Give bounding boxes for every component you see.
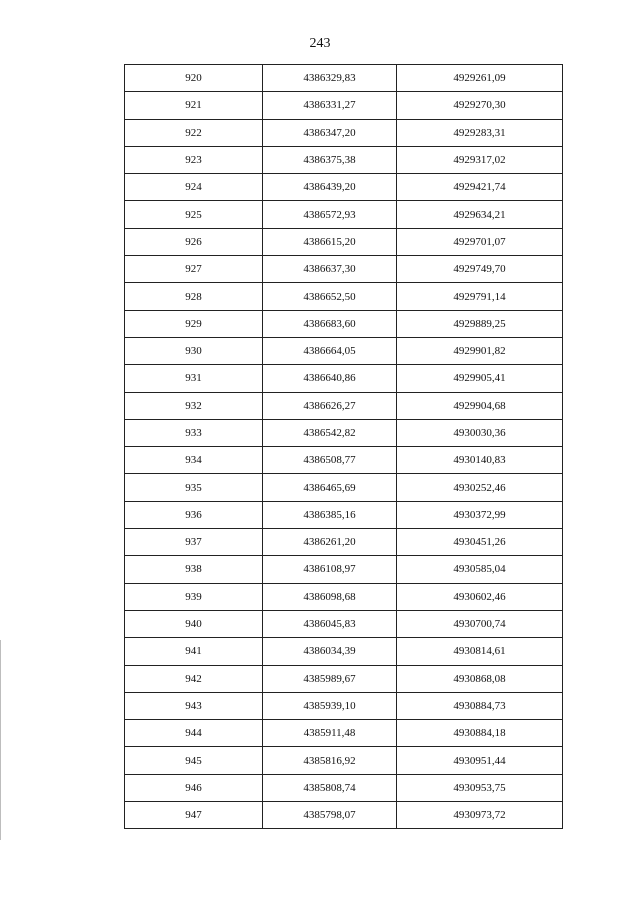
point-number-cell: 920 — [125, 65, 263, 92]
point-number-cell: 938 — [125, 556, 263, 583]
table-row — [125, 529, 563, 556]
y-coordinate-cell: 4929317,02 — [397, 146, 563, 173]
table-row — [125, 310, 563, 337]
point-number-cell: 942 — [125, 665, 263, 692]
point-number-cell: 943 — [125, 692, 263, 719]
table-row — [125, 638, 563, 665]
y-coordinate-cell: 4930372,99 — [397, 501, 563, 528]
x-coordinate-cell: 4386683,60 — [263, 310, 397, 337]
point-number-cell: 921 — [125, 92, 263, 119]
point-number-cell: 947 — [125, 802, 263, 829]
x-coordinate-cell: 4386329,83 — [263, 65, 397, 92]
table-row — [125, 365, 563, 392]
y-coordinate-cell: 4929701,07 — [397, 228, 563, 255]
x-coordinate-cell: 4385808,74 — [263, 774, 397, 801]
x-coordinate-cell: 4386572,93 — [263, 201, 397, 228]
table-row — [125, 92, 563, 119]
table-row — [125, 802, 563, 829]
x-coordinate-cell: 4386615,20 — [263, 228, 397, 255]
point-number-cell: 922 — [125, 119, 263, 146]
table-row — [125, 419, 563, 446]
y-coordinate-cell: 4930252,46 — [397, 474, 563, 501]
x-coordinate-cell: 4386034,39 — [263, 638, 397, 665]
point-number-cell: 944 — [125, 720, 263, 747]
table-row — [125, 65, 563, 92]
point-number-cell: 935 — [125, 474, 263, 501]
x-coordinate-cell: 4386542,82 — [263, 419, 397, 446]
point-number-cell: 946 — [125, 774, 263, 801]
point-number-cell: 923 — [125, 146, 263, 173]
point-number-cell: 932 — [125, 392, 263, 419]
page-number: 243 — [309, 36, 331, 51]
x-coordinate-cell: 4386652,50 — [263, 283, 397, 310]
table-row — [125, 228, 563, 255]
x-coordinate-cell: 4386385,16 — [263, 501, 397, 528]
point-number-cell: 926 — [125, 228, 263, 255]
y-coordinate-cell: 4930140,83 — [397, 447, 563, 474]
point-number-cell: 931 — [125, 365, 263, 392]
y-coordinate-cell: 4929791,14 — [397, 283, 563, 310]
y-coordinate-cell: 4929904,68 — [397, 392, 563, 419]
point-number-cell: 930 — [125, 337, 263, 364]
point-number-cell: 940 — [125, 610, 263, 637]
table-row — [125, 720, 563, 747]
y-coordinate-cell: 4930953,75 — [397, 774, 563, 801]
point-number-cell: 937 — [125, 529, 263, 556]
y-coordinate-cell: 4929889,25 — [397, 310, 563, 337]
x-coordinate-cell: 4385989,67 — [263, 665, 397, 692]
table-row — [125, 665, 563, 692]
y-coordinate-cell: 4929749,70 — [397, 256, 563, 283]
y-coordinate-cell: 4930451,26 — [397, 529, 563, 556]
x-coordinate-cell: 4386640,86 — [263, 365, 397, 392]
x-coordinate-cell: 4386347,20 — [263, 119, 397, 146]
x-coordinate-cell: 4386331,27 — [263, 92, 397, 119]
table-row — [125, 119, 563, 146]
y-coordinate-cell: 4930602,46 — [397, 583, 563, 610]
point-number-cell: 945 — [125, 747, 263, 774]
y-coordinate-cell: 4929634,21 — [397, 201, 563, 228]
x-coordinate-cell: 4386261,20 — [263, 529, 397, 556]
x-coordinate-cell: 4386664,05 — [263, 337, 397, 364]
x-coordinate-cell: 4385816,92 — [263, 747, 397, 774]
scan-edge-mark — [0, 640, 1, 840]
x-coordinate-cell: 4386465,69 — [263, 474, 397, 501]
x-coordinate-cell: 4386439,20 — [263, 174, 397, 201]
y-coordinate-cell: 4930030,36 — [397, 419, 563, 446]
table-row — [125, 337, 563, 364]
table-row — [125, 174, 563, 201]
y-coordinate-cell: 4929905,41 — [397, 365, 563, 392]
y-coordinate-cell: 4930700,74 — [397, 610, 563, 637]
y-coordinate-cell: 4930868,08 — [397, 665, 563, 692]
table-row — [125, 556, 563, 583]
table-row — [125, 501, 563, 528]
point-number-cell: 929 — [125, 310, 263, 337]
table-row — [125, 201, 563, 228]
y-coordinate-cell: 4930951,44 — [397, 747, 563, 774]
table-row — [125, 610, 563, 637]
point-number-cell: 927 — [125, 256, 263, 283]
y-coordinate-cell: 4930814,61 — [397, 638, 563, 665]
table-row — [125, 146, 563, 173]
coordinates-table-body — [125, 65, 563, 829]
y-coordinate-cell: 4929261,09 — [397, 65, 563, 92]
y-coordinate-cell: 4929901,82 — [397, 337, 563, 364]
x-coordinate-cell: 4386098,68 — [263, 583, 397, 610]
x-coordinate-cell: 4386637,30 — [263, 256, 397, 283]
table-row — [125, 474, 563, 501]
y-coordinate-cell: 4929421,74 — [397, 174, 563, 201]
table-row — [125, 747, 563, 774]
point-number-cell: 936 — [125, 501, 263, 528]
y-coordinate-cell: 4930884,18 — [397, 720, 563, 747]
coordinates-table — [124, 64, 563, 829]
x-coordinate-cell: 4385798,07 — [263, 802, 397, 829]
y-coordinate-cell: 4930585,04 — [397, 556, 563, 583]
x-coordinate-cell: 4385939,10 — [263, 692, 397, 719]
table-row — [125, 583, 563, 610]
table-row — [125, 692, 563, 719]
x-coordinate-cell: 4385911,48 — [263, 720, 397, 747]
table-row — [125, 283, 563, 310]
point-number-cell: 925 — [125, 201, 263, 228]
point-number-cell: 941 — [125, 638, 263, 665]
x-coordinate-cell: 4386108,97 — [263, 556, 397, 583]
x-coordinate-cell: 4386045,83 — [263, 610, 397, 637]
point-number-cell: 933 — [125, 419, 263, 446]
table-row — [125, 256, 563, 283]
x-coordinate-cell: 4386626,27 — [263, 392, 397, 419]
x-coordinate-cell: 4386375,38 — [263, 146, 397, 173]
table-row — [125, 392, 563, 419]
table-row — [125, 447, 563, 474]
point-number-cell: 939 — [125, 583, 263, 610]
y-coordinate-cell: 4930884,73 — [397, 692, 563, 719]
y-coordinate-cell: 4930973,72 — [397, 802, 563, 829]
table-row — [125, 774, 563, 801]
y-coordinate-cell: 4929283,31 — [397, 119, 563, 146]
point-number-cell: 928 — [125, 283, 263, 310]
x-coordinate-cell: 4386508,77 — [263, 447, 397, 474]
point-number-cell: 924 — [125, 174, 263, 201]
point-number-cell: 934 — [125, 447, 263, 474]
y-coordinate-cell: 4929270,30 — [397, 92, 563, 119]
